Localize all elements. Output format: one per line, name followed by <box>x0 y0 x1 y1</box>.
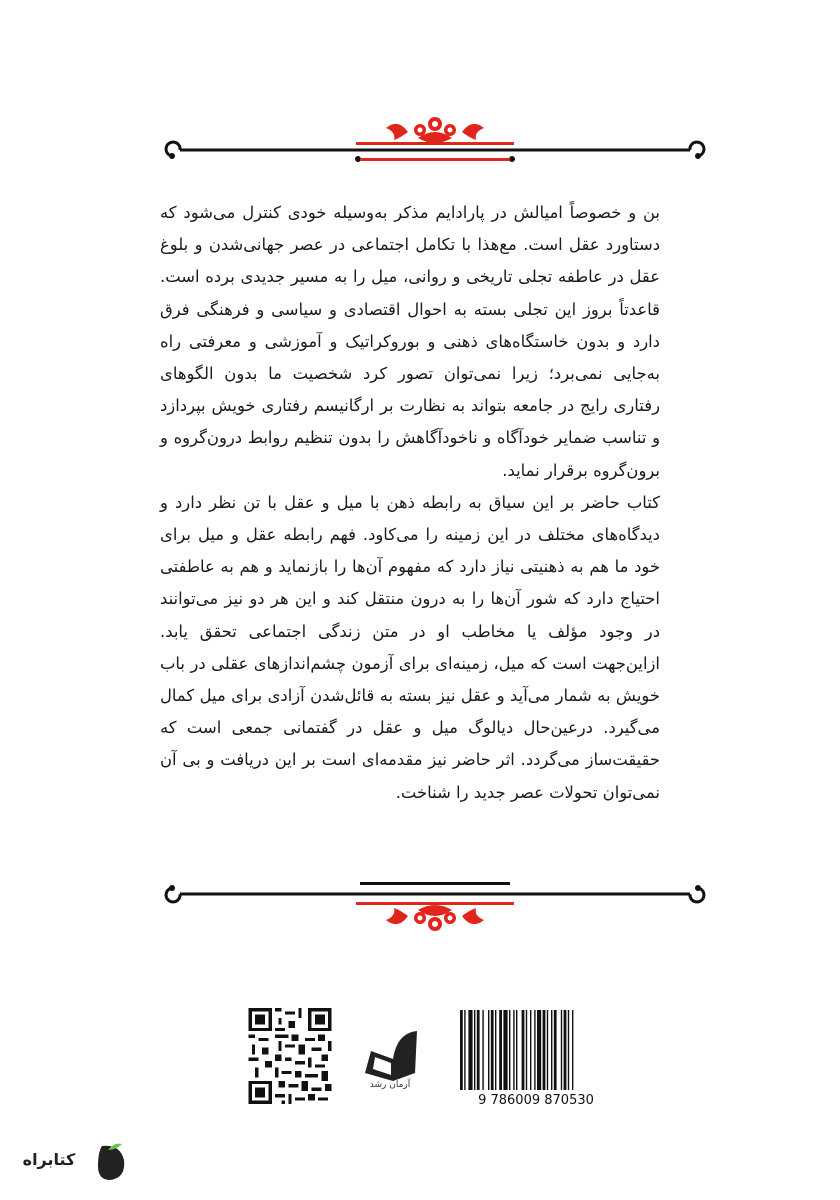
barcode-bar <box>522 1010 525 1090</box>
barcode-bar <box>509 1010 510 1090</box>
barcode-bar <box>561 1010 562 1090</box>
barcode-bar <box>526 1010 527 1090</box>
qr-code[interactable] <box>248 1008 332 1104</box>
barcode-bar <box>482 1010 483 1090</box>
barcode-bar <box>499 1010 502 1090</box>
barcode-bar <box>568 1010 569 1090</box>
barcode-bar <box>503 1010 507 1090</box>
barcode-bar <box>474 1010 475 1090</box>
barcode-bar <box>460 1010 463 1090</box>
barcode-bar <box>477 1010 480 1090</box>
barcode-bar <box>547 1010 548 1090</box>
barcode-bar <box>513 1010 514 1090</box>
bottom-ornament-divider <box>150 872 720 942</box>
barcode <box>456 1008 616 1108</box>
barcode-bar <box>488 1010 489 1090</box>
back-cover-text <box>160 197 660 809</box>
isbn-digits: 9 786009 870530 <box>478 1093 594 1108</box>
site-logo-text: کتابراه <box>22 1150 76 1169</box>
barcode-bar <box>530 1010 531 1090</box>
barcode-bar <box>554 1010 557 1090</box>
paragraph-1: بن و خصوصاً امیالش در پارادایم مذکر به‌وسیله خودی کنترل می‌شود که دستاورد عقل است. مع‌هذا با تکامل اجتماعی در عصر جهانی‌شدن و بلوغ عقل در عاطفه تجلی تاریخی و روانی، میل را به مسیر جدیدی برده است. قاعدتاً بروز این تجلی بسته به احوال اقتصادی و سیاسی و فرهنگی فرق دارد و بدون خاستگاه‌های ذهنی و بوروکراتیک و آموزشی و معرفتی راه به‌جایی نمی‌برد؛ زیرا نمی‌توان تصور کرد شخصیت ما بدون الگوهای رفتاری رایج در جامعه بتواند به نظارت بر ارگانیسم رفتاری خویش بپردازد و تناسب ضمایر خودآگاه و ناخودآگاهش را بدون تنظیم روابط درون‌گروه و برون‌گروه برقرار نماید. <box>160 203 660 480</box>
barcode-bar <box>468 1010 472 1090</box>
barcode-bar <box>572 1010 573 1090</box>
cover-bottom-block <box>248 1008 618 1108</box>
paragraph-2: کتاب حاضر بر این سیاق به رابطه ذهن با میل و عقل با تن نظر دارد و دیدگاه‌های مختلف در این زمینه را می‌کاود. فهم رابطه عقل و میل برای خود ما هم به ذهنیتی نیاز دارد که مفهوم آن‌ها را بازنماید و هم به عاطفتی احتیاج دارد که شور آن‌ها را به درون منتقل کند و این هر دو نیز می‌توانند در وجود مؤلف یا مخاطب او در متن زندگی اجتماعی تحقق یابد. ازاین‌جهت است که میل، زمینه‌ای برای آزمون چشم‌اندازهای عقلی در باب خویش به شمار می‌آید و عقل نیز بسته به قائل‌شدن آزادی برای میل کمال می‌گیرد. درعین‌حال دیالوگ میل و عقل در گفتمانی جمعی است که حقیقت‌ساز می‌گردد. اثر حاضر نیز مقدمه‌ای است بر این دریافت و بی آن نمی‌توان تحولات عصر جدید را شناخت. <box>160 492 660 802</box>
barcode-bar <box>491 1010 494 1090</box>
barcode-bar <box>564 1010 567 1090</box>
barcode-bar <box>534 1010 535 1090</box>
barcode-bar <box>464 1010 465 1090</box>
barcode-bar <box>537 1010 541 1090</box>
publisher-name: آرمان رشد <box>369 1080 411 1090</box>
barcode-bar <box>516 1010 517 1090</box>
barcode-bar <box>495 1010 496 1090</box>
barcode-bar <box>551 1010 552 1090</box>
barcode-bar <box>543 1010 546 1090</box>
top-ornament-divider <box>150 108 720 178</box>
